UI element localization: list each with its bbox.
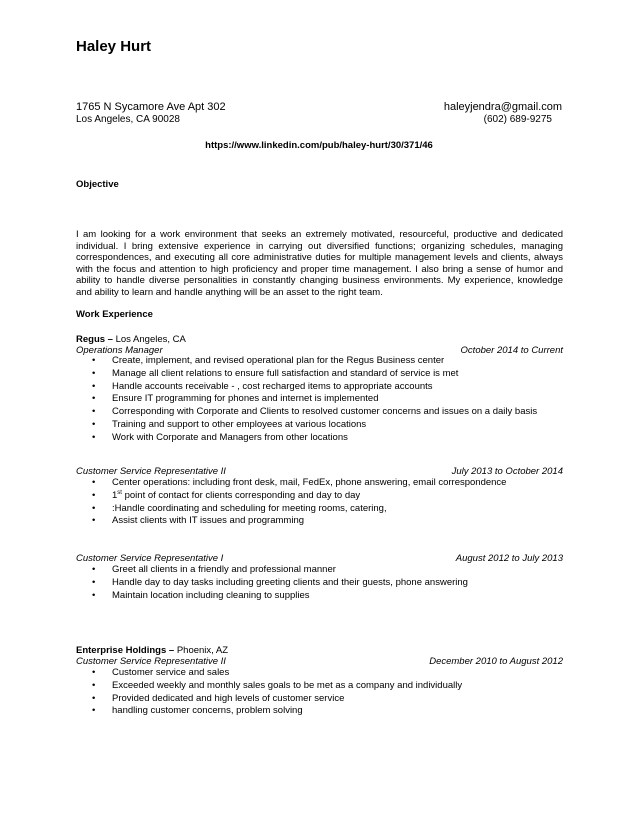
role-title: Customer Service Representative II <box>76 656 226 667</box>
list-item: • Handle accounts receivable - , cost recharged items to appropriate accounts <box>92 380 433 392</box>
address-line-1: 1765 N Sycamore Ave Apt 302 <box>76 101 226 113</box>
role-bullets <box>92 564 468 602</box>
list-item: • Work with Corporate and Managers from other locations <box>92 431 348 443</box>
address-line-2: Los Angeles, CA 90028 <box>76 114 180 125</box>
objective-text: I am looking for a work environment that seeks an extremely motivated, resourceful, productive and dedicated individual. I bring extensive experience in carrying out diversified functions; organizing schedules, managing correspondences, and executing all core administrative duties for multiple management levels and clients, always with the focus and attention to high proficiency and proper time management. I also bring a sense of humor and ability to handle diverse personalities in constantly changing business environments. My experience, knowledge and ability to learn and handle anything will be an asset to the right team. <box>76 229 563 298</box>
list-item: • Provided dedicated and high levels of customer service <box>92 692 345 704</box>
company-name: Regus – <box>76 334 113 345</box>
list-item: • Maintain location including cleaning to supplies <box>92 589 310 601</box>
company-location: Phoenix, AZ <box>174 645 229 656</box>
list-item: • Center operations: including front desk, mail, FedEx, phone answering, email correspondence <box>92 477 507 488</box>
role-title: Operations Manager <box>76 345 163 356</box>
role-bullets <box>92 477 507 528</box>
list-item: • 1st point of contact for clients corresponding and day to day <box>92 489 361 501</box>
role-title: Customer Service Representative I <box>76 553 224 564</box>
list-item: • Ensure IT programming for phones and internet is implemented <box>92 393 379 405</box>
list-item: • Handle day to day tasks including greeting clients and their guests, phone answering <box>92 576 468 588</box>
list-item: • handling customer concerns, problem solving <box>92 705 303 717</box>
role-header <box>76 553 563 564</box>
company-regus <box>76 334 186 346</box>
role-bullets <box>92 355 538 445</box>
email: haleyjendra@gmail.com <box>443 101 562 113</box>
company-name: Enterprise Holdings – <box>76 645 175 656</box>
candidate-name: Haley Hurt <box>76 38 152 55</box>
company-location: Los Angeles, CA <box>112 334 186 345</box>
list-item: • Greet all clients in a friendly and professional manner <box>92 564 336 575</box>
linkedin-link[interactable]: https://www.linkedin.com/pub/haley-hurt/30/371/46 <box>205 140 433 151</box>
list-item: • Corresponding with Corporate and Clients to resolved customer concerns and issues on a daily basis <box>92 406 538 418</box>
role-header <box>76 466 563 477</box>
phone: (602) 689-9275 <box>483 114 552 125</box>
role-dates: August 2012 to July 2013 <box>455 553 563 564</box>
list-item: • Customer service and sales <box>92 667 230 678</box>
list-item: • Create, implement, and revised operational plan for the Regus Business center <box>92 355 445 366</box>
list-item: • Manage all client relations to ensure full satisfaction and standard of service is met <box>92 367 459 379</box>
role-dates: July 2013 to October 2014 <box>451 466 563 477</box>
list-item: • Training and support to other employees at various locations <box>92 418 367 430</box>
role-dates: December 2010 to August 2012 <box>429 656 563 667</box>
list-item: • Exceeded weekly and monthly sales goals to be met as a company and individually <box>92 679 463 691</box>
objective-heading: Objective <box>76 179 119 190</box>
role-dates: October 2014 to Current <box>460 345 563 356</box>
list-item: • :Handle coordinating and scheduling for meeting rooms, catering, <box>92 502 387 514</box>
company-enterprise <box>76 645 228 657</box>
role-title: Customer Service Representative II <box>76 466 226 477</box>
role-header <box>76 656 563 667</box>
list-item: • Assist clients with IT issues and programming <box>92 515 305 527</box>
work-experience-heading: Work Experience <box>76 309 153 320</box>
role-bullets <box>92 667 463 718</box>
